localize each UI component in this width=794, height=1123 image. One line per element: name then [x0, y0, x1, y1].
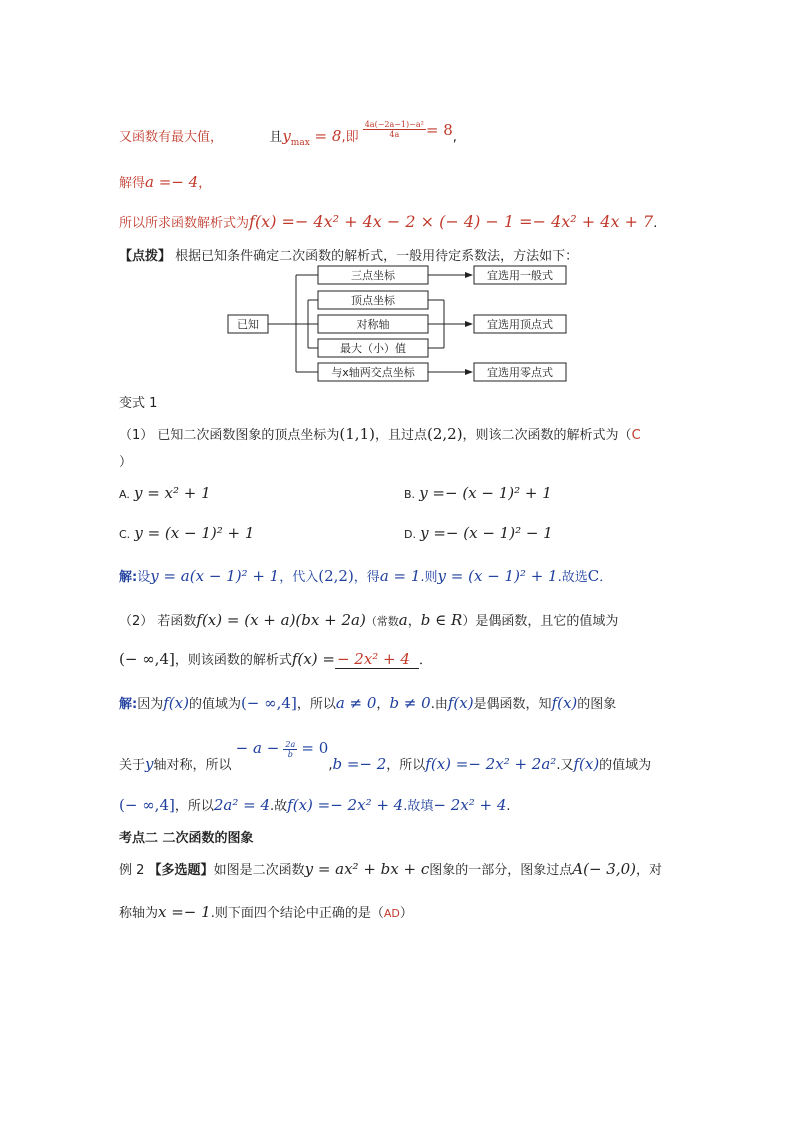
math-block	[235, 739, 329, 759]
line-max-value	[119, 120, 457, 148]
tip-label: 【点拨】	[119, 249, 172, 264]
text: 所以所求函数解析式为	[119, 216, 250, 231]
math-y: y	[282, 127, 291, 145]
option-a	[119, 484, 211, 502]
example-2-line-2	[119, 902, 413, 921]
diagram-right-0: 宜选用一般式	[487, 269, 553, 282]
option-label: B.	[404, 488, 416, 501]
math: (− ∞,4]	[119, 650, 175, 668]
math: y = ax² + bx + c	[304, 860, 430, 878]
text: ，所以	[174, 799, 214, 814]
text: 图象的一部分，图象过点	[429, 863, 573, 878]
text: ）是偶函数，且它的值域为	[462, 614, 619, 629]
variant-title: 变式 1	[119, 396, 158, 411]
text: ，则该二次函数的解析式为（	[462, 428, 632, 443]
text: ,即	[341, 130, 359, 145]
math: A(− 3,0)	[572, 860, 636, 878]
fraction-denominator: 4a	[389, 130, 400, 139]
math: f(x)	[447, 694, 474, 712]
text: 设	[137, 570, 151, 585]
math: f(x)	[551, 694, 578, 712]
diagram-known: 已知	[237, 318, 259, 331]
example-2-line-1	[119, 859, 662, 878]
text: .	[506, 799, 511, 814]
math: 2a² = 4	[213, 796, 271, 814]
answer-blank: − 2x² + 4	[335, 650, 419, 669]
text: ，且过点	[374, 428, 427, 443]
solution-label: 解:	[119, 697, 138, 712]
text: ，对	[636, 863, 663, 878]
text: ，所以	[296, 697, 336, 712]
math: a =− 4	[145, 173, 199, 191]
math: − a −	[235, 739, 280, 757]
diagram-mid-3: 最大（小）值	[340, 342, 406, 355]
text: 又函数有最大值，	[119, 130, 224, 145]
diagram-mid-1: 顶点坐标	[351, 294, 395, 307]
math: y = a(x − 1)² + 1	[150, 567, 280, 585]
text: 称轴为	[119, 906, 159, 921]
text: .故	[270, 799, 288, 814]
math: f(x) =− 2x² + 4	[287, 796, 404, 814]
math: − 2x² + 4	[433, 796, 507, 814]
math: (− ∞,4]	[240, 694, 297, 712]
math: a ≠ 0	[335, 694, 377, 712]
math: = 8	[425, 121, 453, 139]
text: 的值域为	[599, 758, 652, 773]
diagram-right-1: 宜选用顶点式	[487, 318, 553, 331]
math: f(x) = (x + a)(bx + 2a)	[196, 611, 366, 629]
math: a = 1	[379, 567, 421, 585]
math: b ≠ 0	[389, 694, 431, 712]
math: y = x² + 1	[133, 484, 211, 502]
line-solve-a	[119, 172, 211, 191]
math: a	[398, 611, 408, 629]
math: y	[145, 755, 154, 773]
text: 关于	[119, 758, 146, 773]
math: y =− (x − 1)² + 1	[419, 484, 552, 502]
text: .故填	[403, 799, 434, 814]
text: ）	[399, 906, 413, 921]
text: ，得	[353, 570, 380, 585]
text: ,	[328, 758, 333, 773]
text: （2） 若函数	[119, 614, 197, 629]
section-title: 考点二 二次函数的图象	[119, 831, 254, 846]
math: x =− 1	[158, 903, 211, 921]
math: f(x)	[163, 694, 189, 712]
tip-text: 根据已知条件确定二次函数的解析式，一般用待定系数法，方法如下：	[171, 249, 579, 264]
fraction-numerator: 4a(−2a−1)−a²	[364, 120, 424, 129]
text: ．	[418, 653, 432, 668]
math: y = (x − 1)² + 1	[437, 567, 558, 585]
answer: AD	[383, 907, 400, 920]
math: y =− (x − 1)² − 1	[420, 524, 553, 542]
text: .则	[420, 570, 438, 585]
option-d	[404, 524, 553, 542]
option-b	[404, 484, 552, 502]
text: .	[653, 216, 658, 231]
math-eq: = 8	[309, 127, 342, 145]
math: C	[587, 567, 600, 585]
text: 轴对称，所以	[153, 758, 232, 773]
option-label: A.	[119, 488, 130, 501]
text: 因为	[137, 697, 164, 712]
text: .故选	[557, 570, 588, 585]
text: ．	[599, 570, 613, 585]
text: ，所以	[386, 758, 426, 773]
q2-line	[119, 610, 618, 629]
diagram-mid-0: 三点坐标	[351, 269, 395, 282]
tip-line	[119, 245, 578, 264]
line-result	[119, 212, 657, 231]
text: 解得	[119, 176, 146, 191]
question-tag: 【多选题】	[148, 863, 214, 878]
solution-label: 解:	[119, 570, 138, 585]
text: .则下面四个结论中正确的是（	[210, 906, 384, 921]
math: f(x) =− 4x² + 4x − 2 × (− 4) − 1 =− 4x² + 4x + 7	[249, 212, 654, 231]
fraction-numerator: 2a	[285, 740, 296, 749]
math: f(x) =	[291, 650, 335, 668]
solution-2-line-3	[119, 795, 511, 814]
diagram-mid-4: 与x轴两交点坐标	[331, 366, 415, 379]
text: 的图象	[577, 697, 617, 712]
solution-1	[119, 566, 612, 585]
q1-close: ）	[119, 455, 133, 470]
method-diagram	[226, 264, 571, 386]
math: f(x)	[573, 755, 600, 773]
solution-2-line-1	[119, 693, 616, 712]
q2-line-2	[119, 649, 432, 669]
text: ，	[376, 697, 390, 712]
text: ，	[407, 614, 421, 629]
math: (− ∞,4]	[119, 796, 175, 814]
text: .又	[556, 758, 574, 773]
text: ,	[452, 130, 457, 145]
diagram-right-2: 宜选用零点式	[487, 366, 553, 379]
text: （1） 已知二次函数图象的顶点坐标为	[119, 428, 340, 443]
solution-2-line-2	[119, 739, 652, 775]
option-label: D.	[404, 528, 416, 541]
text: 是偶函数，知	[473, 697, 552, 712]
text: ，则该函数的解析式	[174, 653, 292, 668]
math: (1,1)	[339, 425, 375, 443]
q1-line	[119, 424, 641, 443]
math: f(x) =− 2x² + 2a²	[425, 755, 557, 773]
text: ，代入	[279, 570, 319, 585]
text: （常数	[365, 615, 399, 628]
math: (2,2)	[426, 425, 463, 443]
fraction	[283, 740, 297, 759]
option-label: C.	[119, 528, 131, 541]
math-sub: max	[290, 138, 310, 148]
text: ，	[198, 176, 212, 191]
math: y = (x − 1)² + 1	[134, 524, 255, 542]
text: .由	[430, 697, 448, 712]
answer: C	[631, 428, 641, 443]
math: = 0	[301, 739, 329, 757]
text: 且	[269, 130, 283, 145]
math: (2,2)	[318, 567, 354, 585]
math	[282, 127, 342, 148]
math: b =− 2	[332, 755, 387, 773]
option-c	[119, 524, 254, 542]
math: b ∈ R	[420, 611, 463, 629]
diagram-mid-2: 对称轴	[356, 318, 390, 331]
text: 如图是二次函数	[213, 863, 305, 878]
text: 例 2	[119, 863, 149, 878]
fraction	[363, 120, 426, 139]
fraction-denominator: b	[287, 750, 293, 759]
text: 的值域为	[188, 697, 241, 712]
